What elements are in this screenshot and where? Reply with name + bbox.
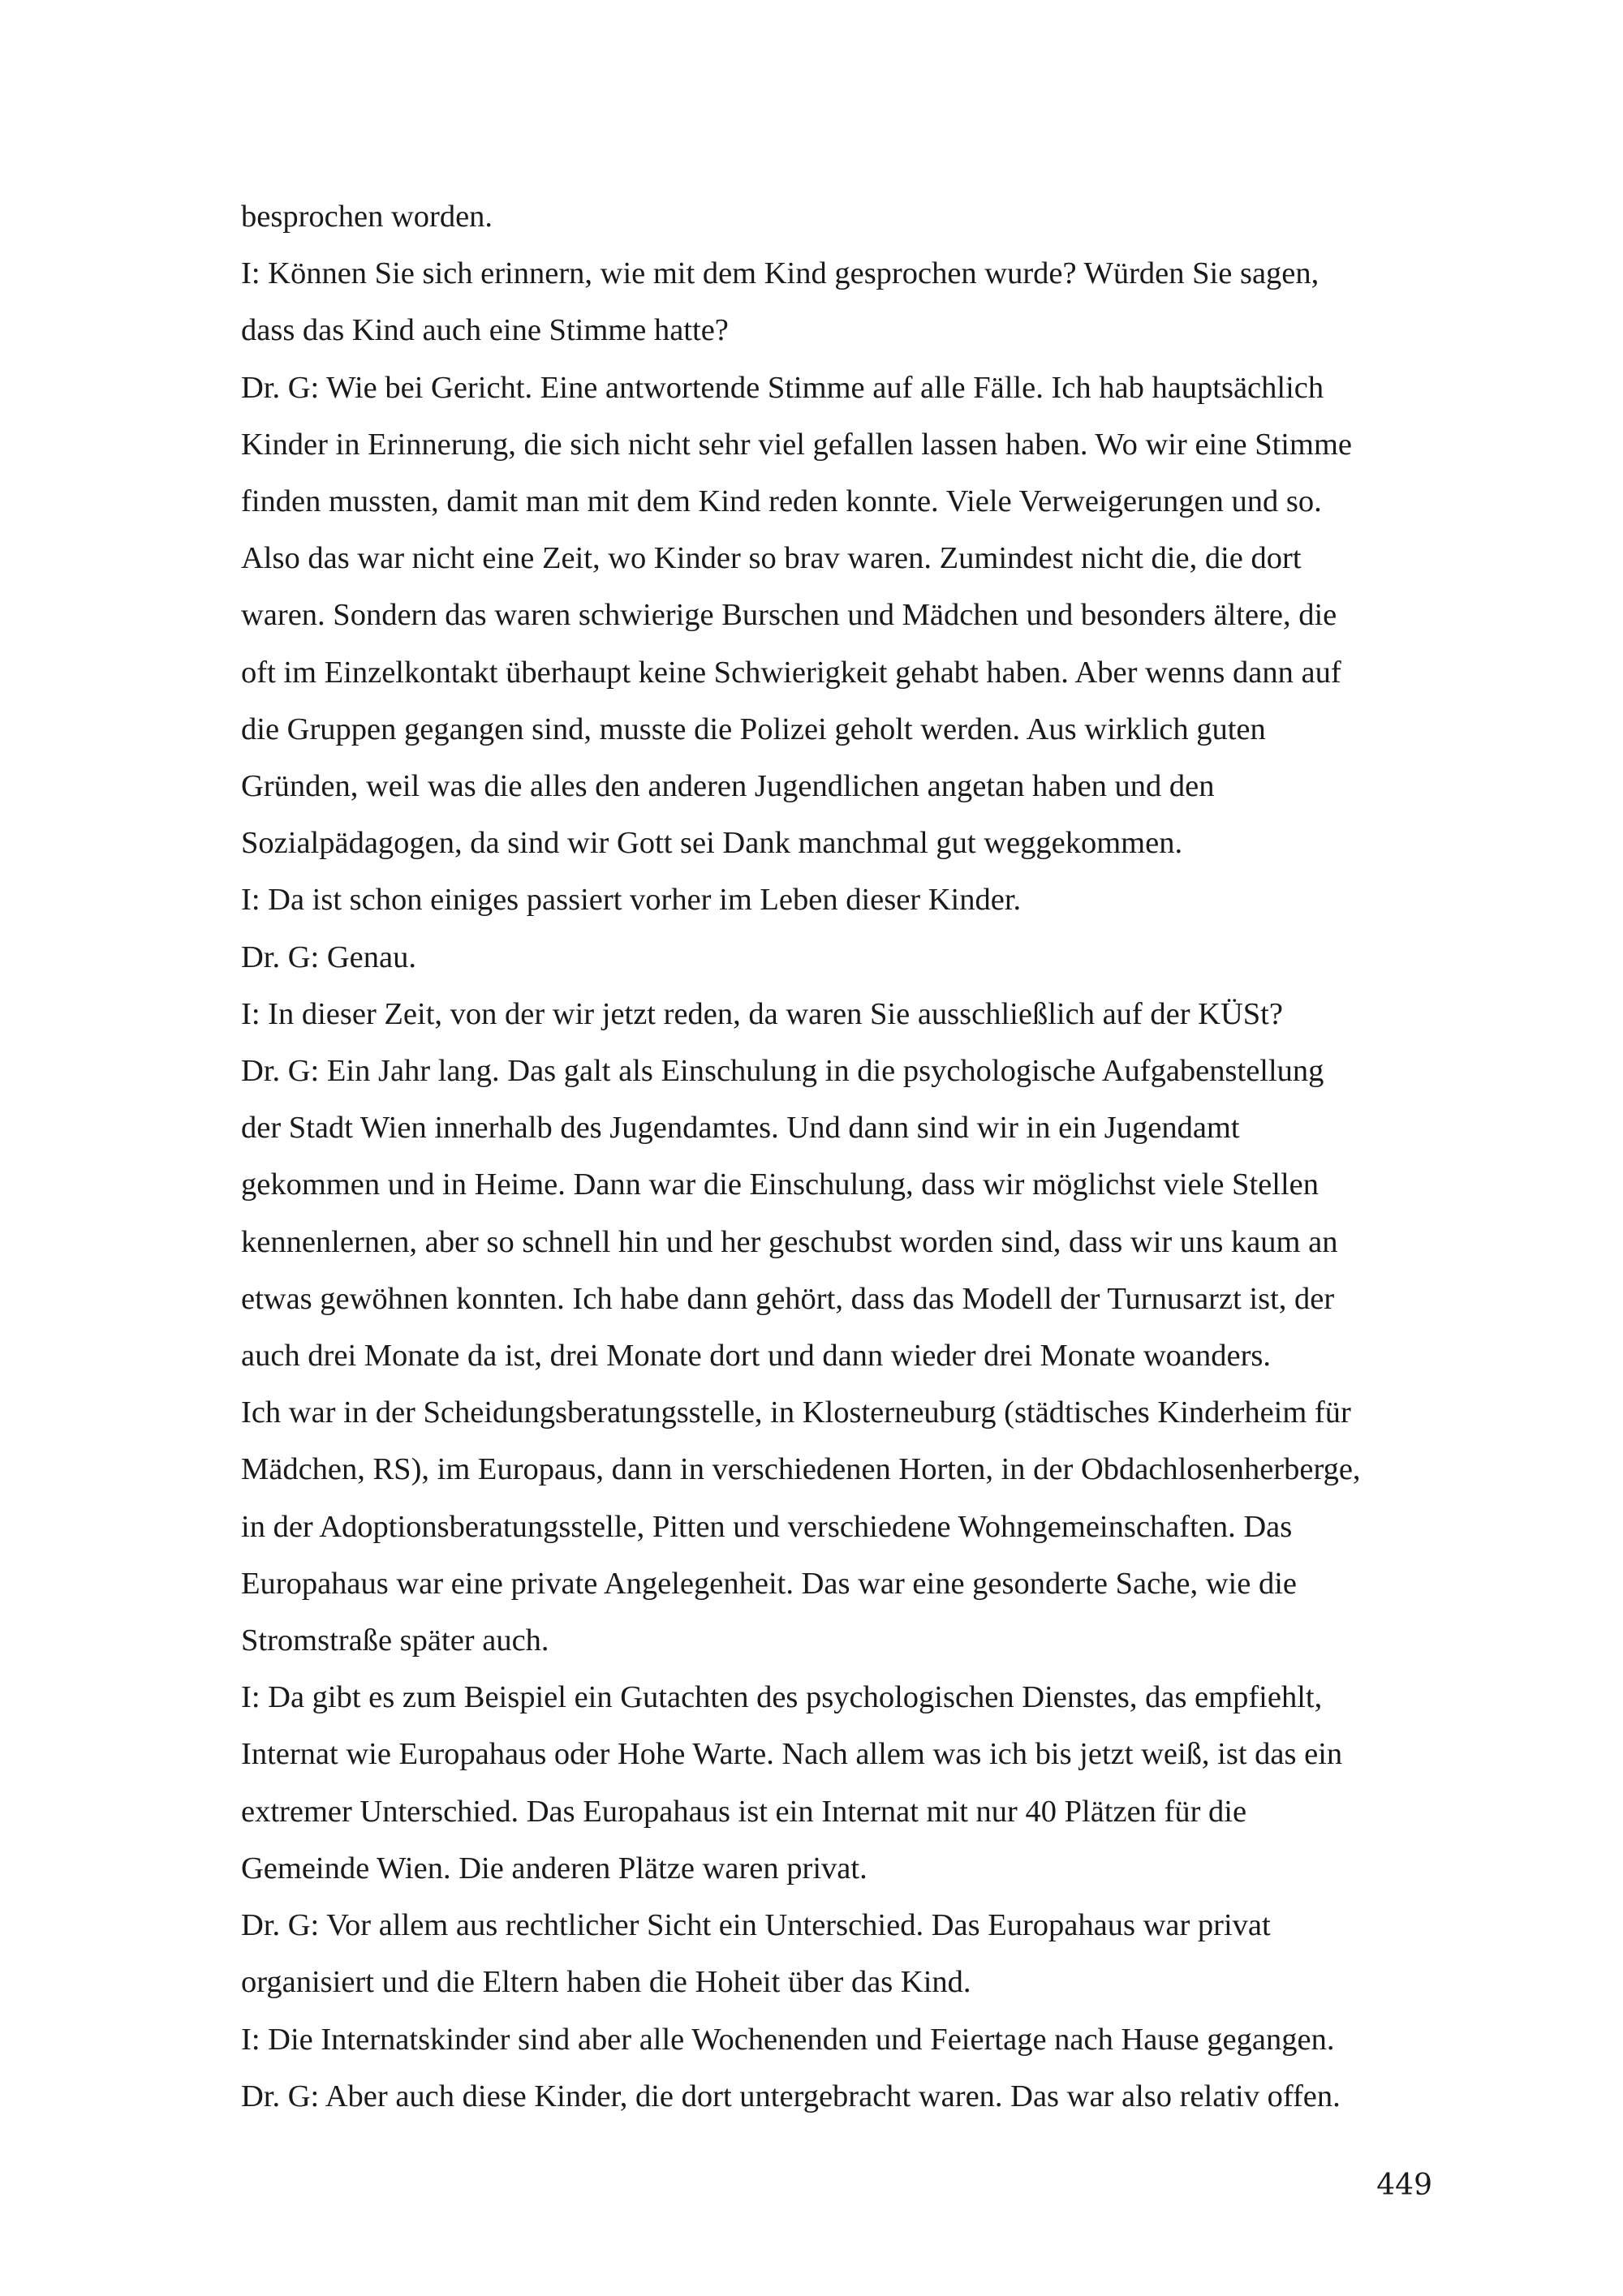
text-line: Stromstraße später auch.	[241, 1623, 549, 1658]
text-line: I: Da gibt es zum Beispiel ein Gutachten des psychologischen Dienstes, das empfiehlt,	[241, 1680, 1323, 1715]
text-line: oft im Einzelkontakt überhaupt keine Schwierigkeit gehabt haben. Aber wenns dann auf	[241, 655, 1341, 690]
text-line: Dr. G: Wie bei Gericht. Eine antwortende Stimme auf alle Fälle. Ich hab hauptsächlich	[241, 370, 1324, 405]
text-line: finden mussten, damit man mit dem Kind reden konnte. Viele Verweigerungen und so.	[241, 484, 1322, 519]
text-line: kennenlernen, aber so schnell hin und her geschubst worden sind, dass wir uns kaum an	[241, 1224, 1338, 1259]
text-line: Dr. G: Aber auch diese Kinder, die dort untergebracht waren. Das war also relativ offen.	[241, 2079, 1341, 2113]
text-line: I: Die Internatskinder sind aber alle Wochenenden und Feiertage nach Hause gegangen.	[241, 2022, 1335, 2057]
text-line: dass das Kind auch eine Stimme hatte?	[241, 313, 729, 348]
text-line: Dr. G: Ein Jahr lang. Das galt als Einschulung in die psychologische Aufgabenstellung	[241, 1054, 1324, 1089]
text-line: Mädchen, RS), im Europaus, dann in verschiedenen Horten, in der Obdachlosenherberge,	[241, 1452, 1361, 1487]
text-line: auch drei Monate da ist, drei Monate dort und dann wieder drei Monate woanders.	[241, 1339, 1272, 1374]
text-line: gekommen und in Heime. Dann war die Einschulung, dass wir möglichst viele Stellen	[241, 1167, 1319, 1202]
text-line: Dr. G: Vor allem aus rechtlicher Sicht ein Unterschied. Das Europahaus war privat	[241, 1908, 1271, 1943]
text-line: organisiert und die Eltern haben die Hoheit über das Kind.	[241, 1965, 971, 2000]
text-line: I: Können Sie sich erinnern, wie mit dem Kind gesprochen wurde? Würden Sie sagen,	[241, 256, 1319, 291]
text-line: Sozialpädagogen, da sind wir Gott sei Dank manchmal gut weggekommen.	[241, 826, 1183, 861]
text-line: etwas gewöhnen konnten. Ich habe dann gehört, dass das Modell der Turnusarzt ist, der	[241, 1281, 1335, 1316]
text-line: Dr. G: Genau.	[241, 939, 416, 974]
text-line: der Stadt Wien innerhalb des Jugendamtes. Und dann sind wir in ein Jugendamt	[241, 1111, 1240, 1146]
text-line: Also das war nicht eine Zeit, wo Kinder so brav waren. Zumindest nicht die, die dort	[241, 541, 1302, 576]
text-line: Gemeinde Wien. Die anderen Plätze waren privat.	[241, 1851, 867, 1885]
interview-transcript	[241, 188, 1442, 2125]
text-line: die Gruppen gegangen sind, musste die Polizei geholt werden. Aus wirklich guten	[241, 712, 1266, 746]
text-line: Ich war in der Scheidungsberatungsstelle, in Klosterneuburg (städtisches Kinderheim für	[241, 1395, 1351, 1430]
text-line: Internat wie Europahaus oder Hohe Warte. Nach allem was ich bis jetzt weiß, ist das ein	[241, 1737, 1343, 1772]
text-line: I: In dieser Zeit, von der wir jetzt reden, da waren Sie ausschließlich auf der KÜSt?	[241, 996, 1283, 1031]
text-line: Europahaus war eine private Angelegenheit. Das war eine gesonderte Sache, wie die	[241, 1566, 1297, 1601]
text-line: besprochen worden.	[241, 200, 493, 234]
text-line: extremer Unterschied. Das Europahaus ist ein Internat mit nur 40 Plätzen für die	[241, 1794, 1247, 1829]
text-line: Kinder in Erinnerung, die sich nicht sehr viel gefallen lassen haben. Wo wir eine Stimme	[241, 427, 1352, 462]
page-number: 449	[1376, 2169, 1432, 2202]
text-line: I: Da ist schon einiges passiert vorher im Leben dieser Kinder.	[241, 883, 1022, 918]
text-line: waren. Sondern das waren schwierige Burschen und Mädchen und besonders ältere, die	[241, 598, 1337, 633]
text-line: in der Adoptionsberatungsstelle, Pitten und verschiedene Wohngemeinschaften. Das	[241, 1509, 1293, 1544]
text-line: Gründen, weil was die alles den anderen Jugendlichen angetan haben und den	[241, 769, 1215, 804]
